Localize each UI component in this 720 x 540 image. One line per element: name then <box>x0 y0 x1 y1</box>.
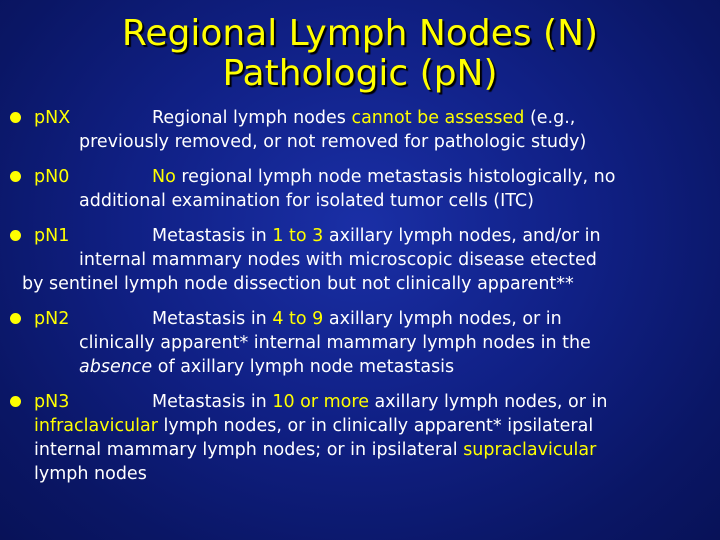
stage-text: Metastasis in <box>152 226 273 246</box>
stage-text: Regional lymph nodes <box>152 108 352 128</box>
stage-text: axillary lymph nodes, and/or in <box>323 226 601 246</box>
stage-code: pNX <box>34 108 71 128</box>
title-line-2: Pathologic (pN) <box>222 53 498 94</box>
stage-text: Metastasis in <box>152 309 273 329</box>
bullet-dot-icon <box>10 396 21 407</box>
highlight-text: cannot be assessed <box>351 108 525 128</box>
stage-text: regional lymph node metastasis histologically, no <box>175 167 616 187</box>
stage-text: lymph nodes, or in clinically apparent* ipsilateral <box>157 416 594 436</box>
bullet-dot-icon <box>10 313 21 324</box>
bullet-dot-icon <box>10 230 21 241</box>
bullet-line <box>34 106 710 130</box>
stage-code: pN3 <box>34 392 70 412</box>
stage-code: pN0 <box>34 167 70 187</box>
stage-text: of axillary lymph node metastasis <box>152 357 455 377</box>
stage-text: (e.g., <box>524 108 576 128</box>
highlight-text: supraclavicular <box>463 440 597 460</box>
bullet-line <box>34 438 710 462</box>
highlight-text: 1 to 3 <box>272 226 324 246</box>
stage-text: internal mammary lymph nodes; or in ipsilateral <box>34 440 464 460</box>
bullet-item-pn1 <box>10 224 710 296</box>
bullet-line: clinically apparent* internal mammary lymph nodes in the <box>79 333 591 353</box>
bullet-line: internal mammary nodes with microscopic disease etected <box>79 250 597 270</box>
bullet-line <box>34 224 710 248</box>
bullet-item-pn0 <box>10 165 710 213</box>
title-line-1: Regional Lymph Nodes (N) <box>121 13 599 54</box>
stage-text: axillary lymph nodes, or in <box>323 309 562 329</box>
bullet-dot-icon <box>10 171 21 182</box>
bullet-line <box>34 307 710 331</box>
stage-code: pN2 <box>34 309 70 329</box>
bullet-dot-icon <box>10 112 21 123</box>
bullet-item-pn2 <box>10 307 710 379</box>
bullet-line <box>34 355 710 379</box>
slide-title <box>0 14 720 94</box>
bullet-item-pnx <box>10 106 710 154</box>
italic-text: absence <box>79 357 153 377</box>
stage-text: axillary lymph nodes, or in <box>368 392 608 412</box>
bullet-line: additional examination for isolated tumor cells (ITC) <box>79 191 534 211</box>
highlight-text: infraclavicular <box>34 416 158 436</box>
stage-text: Metastasis in <box>152 392 273 412</box>
highlight-text: 4 to 9 <box>272 309 324 329</box>
bullet-line <box>34 165 710 189</box>
bullet-line <box>34 414 710 438</box>
bullet-list <box>10 106 710 497</box>
highlight-text: No <box>152 167 176 187</box>
bullet-line: previously removed, or not removed for pathologic study) <box>79 132 587 152</box>
bullet-line: lymph nodes <box>34 464 147 484</box>
bullet-line <box>34 390 710 414</box>
stage-code: pN1 <box>34 226 70 246</box>
bullet-item-pn3 <box>10 390 710 486</box>
highlight-text: 10 or more <box>272 392 369 412</box>
bullet-line: by sentinel lymph node dissection but not clinically apparent** <box>22 274 574 294</box>
